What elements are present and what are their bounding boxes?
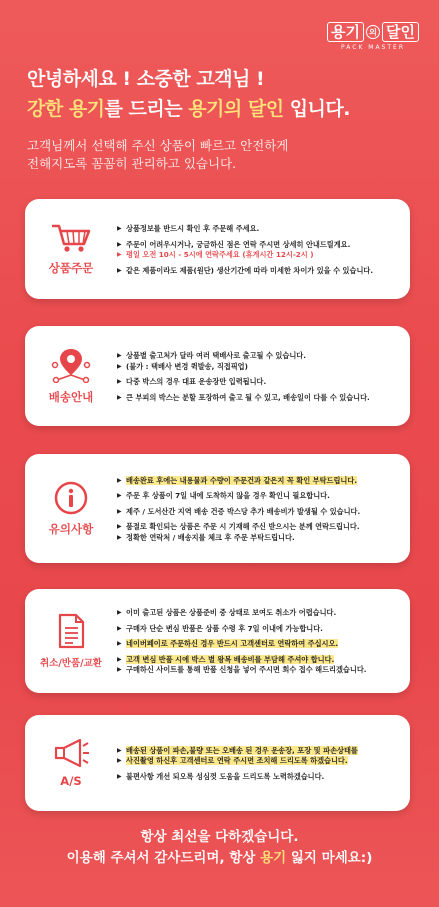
footer-ending: 잃지 마세요:) [286, 850, 373, 866]
card-shipping-title: 배송안내 [48, 390, 94, 404]
intro-text [27, 137, 288, 173]
headline-brand [27, 94, 350, 121]
headline-greeting: 안녕하세요 ! 소중한 고객님 ! [27, 68, 265, 90]
order-item-1: ▶ 상품정보를 반드시 확인 후 주문해 주세요. [117, 224, 398, 235]
card-shipping-body [117, 326, 410, 426]
as-item-1b [117, 756, 398, 767]
card-returns [25, 589, 410, 693]
returns-highlight-fee: 고객 변심 반품 시에 박스 별 왕복 배송비를 부담해 주셔야 합니다. [126, 654, 335, 664]
headline-brand-name: 용기의 달인 [188, 98, 284, 120]
shipping-item-2: ▶ 다중 박스의 경우 대표 운송장만 입력됩니다. [117, 377, 398, 388]
card-notice-body [117, 454, 410, 563]
card-notice-title: 유의사항 [48, 521, 94, 536]
logo-wordmark [327, 22, 419, 42]
card-shipping-header [25, 326, 117, 426]
logo-part2: 의 [366, 25, 380, 39]
as-highlight-2: 사진촬영 하신후 고객센터로 연락 주시면 조치해 드리도록 하겠습니다. [126, 756, 348, 766]
card-as-body [117, 715, 410, 811]
shipping-item-1: ▶ 상품별 출고처가 달라 여러 택배사로 출고될 수 있습니다. [117, 351, 398, 362]
notice-item-1 [117, 476, 398, 487]
intro-line-2: 전해지도록 꼼꼼히 관리하고 있습니다. [27, 156, 237, 171]
document-icon [56, 613, 86, 649]
logo-tagline: PACK MASTER [341, 44, 405, 51]
card-order [25, 199, 410, 299]
notice-highlight-1: 배송완료 후에는 내용물과 수량이 주문건과 같은지 꼭 확인 부탁드립니다. [126, 475, 358, 485]
returns-item-2: ▶ 구매자 단순 변심 반품은 상품 수령 후 7일 이내에 가능합니다. [117, 624, 398, 635]
card-notice [25, 454, 410, 563]
card-returns-title: 취소/반품/교환 [39, 658, 102, 669]
card-order-body [117, 199, 410, 299]
returns-item-4 [117, 655, 398, 666]
headline-strong-container: 강한 용기 [27, 98, 105, 120]
footer-brand-word: 용기 [260, 850, 287, 866]
card-shipping [25, 326, 410, 426]
card-order-header [25, 199, 117, 299]
notice-item-3: ▶ 제주 / 도서산간 지역 배송 건증 박스당 추가 배송비가 발생될 수 있습니다. [117, 507, 398, 518]
order-item-hours [117, 250, 398, 261]
card-as-title: A/S [60, 774, 82, 788]
intro-line-1: 고객님께서 선택해 주신 상품이 빠르고 안전하게 [27, 138, 289, 153]
headline-text: 를 드리는 [104, 98, 189, 120]
notice-item-4b: ▶ 정확한 연락처 / 배송지를 체크 후 주문 부탁드립니다. [117, 533, 398, 544]
order-hours-text: 평일 오전 10시 - 5시에 연락주세요 (휴게시간 12시-2시 ) [126, 250, 314, 259]
shipping-item-1b: ▶ (불가 : 택배사 변경 퀵발송, 직접픽업) [117, 362, 398, 373]
headline-ending: 입니다. [283, 98, 350, 120]
returns-item-4b: ▶ 구매하신 사이트를 통해 반품 신청을 넣어 주시면 회수 접수 해드리겠습니다. [117, 665, 398, 676]
returns-item-1: ▶ 이미 출고된 상품은 상품준비 중 상태로 보여도 취소가 어렵습니다. [117, 608, 398, 619]
card-notice-header [25, 454, 117, 563]
footer-line-2 [0, 846, 439, 866]
brand-logo [327, 22, 419, 51]
card-order-title: 상품주문 [48, 261, 94, 275]
card-returns-body [117, 589, 410, 693]
as-highlight-1: 배송된 상품이 파손,불량 또는 오배송 된 경우 운송장, 포장 및 파손상태를 [126, 745, 358, 755]
footer-line-1: 항상 최선을 다하겠습니다. [140, 829, 299, 845]
card-returns-header [25, 589, 117, 693]
card-as [25, 715, 410, 811]
megaphone-icon [52, 738, 90, 768]
location-pin-icon [51, 347, 91, 383]
card-as-header [25, 715, 117, 811]
returns-highlight-naverpay: 네이버페이로 주문하신 경우 반드시 고객센터로 연락하여 주십시오. [126, 639, 339, 649]
logo-part1: 용기 [327, 22, 364, 42]
returns-item-3 [117, 639, 398, 650]
as-item-1 [117, 746, 398, 757]
shopping-cart-icon [50, 222, 92, 254]
footer-thanks: 이용해 주셔서 감사드리며, 항상 [66, 850, 261, 866]
logo-part3: 달인 [382, 22, 419, 42]
info-icon [54, 481, 88, 515]
order-item-3: ▶ 같은 제품이라도 제품(원단) 생산기간에 따라 미세한 차이가 있을 수 있습니다. [117, 266, 398, 277]
as-item-2: ▶ 불편사항 개선 되오록 성심껏 도움을 드리도록 노력하겠습니다. [117, 772, 398, 783]
notice-item-4: ▶ 품절로 확인되는 상품은 주문 시 기재해 주신 받으시는 분께 연락드립니다. [117, 522, 398, 533]
order-item-2: ▶ 주문이 어려우시거나, 궁금하신 점은 연락 주시면 상세히 안내드릴게요. [117, 240, 398, 251]
notice-item-2: ▶ 주문 후 상품이 7일 내에 도착하지 않을 경우 확인니 필요합니다. [117, 491, 398, 502]
shipping-item-3: ▶ 큰 부피의 박스는 분할 포장하여 출고 될 수 있고, 배송일이 다를 수 있습니다. [117, 393, 398, 404]
